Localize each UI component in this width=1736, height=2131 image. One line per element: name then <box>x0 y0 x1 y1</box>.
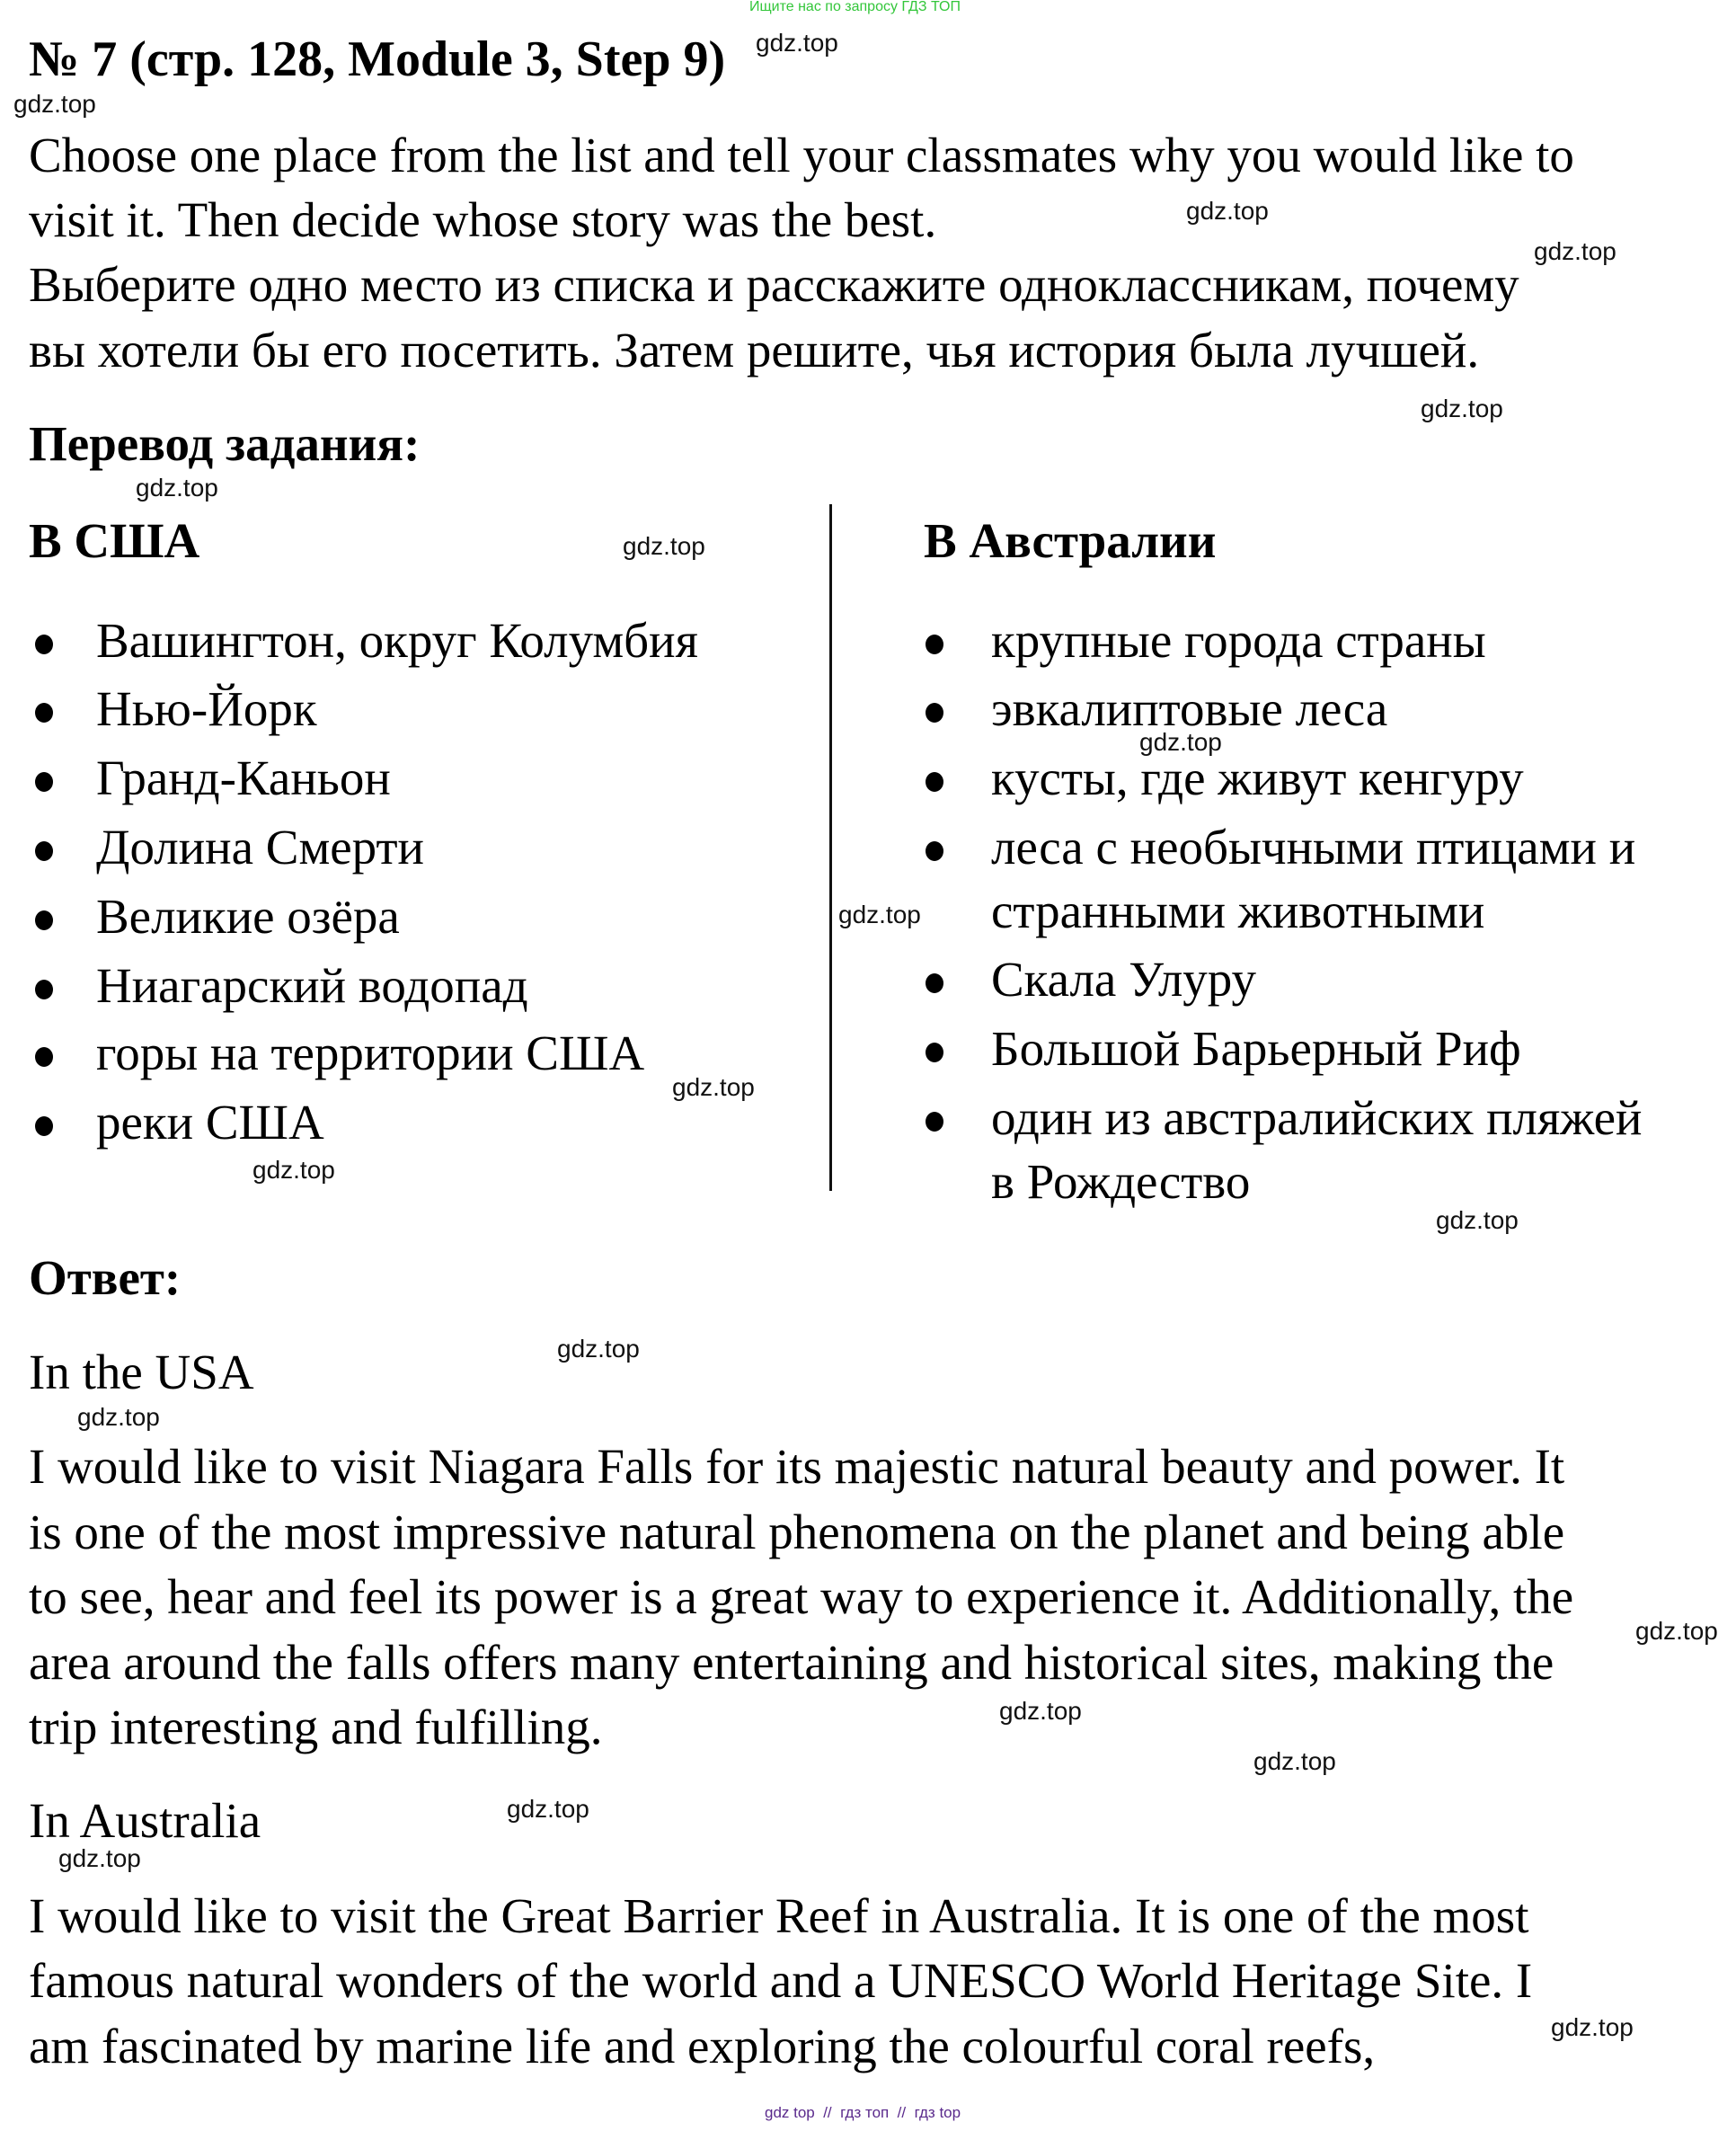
answer-line: I would like to visit the Great Barrier Reef in Australia. It is one of the most <box>29 1888 1529 1943</box>
task-line: вы хотели бы его посетить. Затем решите, чья история была лучшей. <box>29 323 1480 377</box>
bullet-icon <box>926 772 943 792</box>
watermark: gdz.top <box>623 532 705 560</box>
list-item-label: один из австралийских пляжей <box>991 1090 1643 1145</box>
list-item-label: Долина Смерти <box>96 820 424 875</box>
answer-line: area around the falls offers many entertaining and historical sites, making the <box>29 1635 1554 1690</box>
list-item-label: леса с необычными птицами и <box>991 820 1636 875</box>
bullet-icon <box>926 635 943 654</box>
list-item-label: реки США <box>96 1095 324 1150</box>
watermark: gdz.top <box>136 474 218 502</box>
bullet-icon <box>35 703 53 723</box>
column-divider <box>829 504 832 1191</box>
watermark: gdz.top <box>557 1335 640 1363</box>
watermark: gdz.top <box>1436 1206 1519 1234</box>
answer-australia-heading: In Australia <box>29 1793 261 1848</box>
watermark: gdz.top <box>77 1403 160 1431</box>
answer-line: am fascinated by marine life and exploring the colourful coral reefs, <box>29 2019 1376 2073</box>
usa-heading: В США <box>29 513 200 568</box>
watermark: gdz.top <box>1253 1747 1336 1775</box>
watermark: gdz.top <box>252 1156 335 1184</box>
bullet-icon <box>35 772 53 792</box>
answer-line: trip interesting and fulfilling. <box>29 1700 603 1754</box>
watermark: gdz.top <box>1551 2013 1634 2041</box>
answer-heading: Ответ: <box>29 1250 182 1305</box>
bullet-icon <box>926 703 943 723</box>
list-item-label: в Рождество <box>991 1154 1251 1209</box>
list-item-label: Вашингтон, округ Колумбия <box>96 613 698 668</box>
list-item-label: странными животными <box>991 883 1485 938</box>
page-title: № 7 (стр. 128, Module 3, Step 9) <box>29 31 726 87</box>
bullet-icon <box>926 1112 943 1132</box>
answer-line: famous natural wonders of the world and a UNESCO World Heritage Site. I <box>29 1953 1533 2008</box>
watermark: gdz.top <box>756 29 838 57</box>
watermark: gdz.top <box>1139 728 1222 756</box>
list-item-label: Нью-Йорк <box>96 681 317 736</box>
top-banner[interactable]: Ищите нас по запросу ГДЗ ТОП <box>749 0 961 14</box>
bullet-icon <box>35 841 53 861</box>
task-line: Выберите одно место из списка и расскажите одноклассникам, почему <box>29 257 1519 312</box>
watermark: gdz.top <box>999 1697 1082 1725</box>
bullet-icon <box>35 910 53 930</box>
watermark: gdz.top <box>1534 237 1616 265</box>
bullet-icon <box>926 1043 943 1062</box>
bullet-icon <box>35 635 53 654</box>
list-item-label: Большой Барьерный Риф <box>991 1021 1521 1076</box>
translation-heading: Перевод задания: <box>29 416 421 471</box>
australia-heading: В Австралии <box>924 513 1217 568</box>
watermark: gdz.top <box>58 1844 141 1872</box>
answer-usa-heading: In the USA <box>29 1345 254 1399</box>
footer-links[interactable]: gdz top // гдз топ // гдз top <box>765 2104 961 2121</box>
list-item-label: кусты, где живут кенгуру <box>991 750 1524 805</box>
bullet-icon <box>35 1047 53 1067</box>
watermark: gdz.top <box>1186 197 1269 225</box>
bullet-icon <box>926 973 943 993</box>
list-item-label: Ниагарский водопад <box>96 958 528 1013</box>
watermark: gdz.top <box>672 1073 755 1101</box>
answer-line: to see, hear and feel its power is a great way to experience it. Additionally, the <box>29 1569 1574 1624</box>
watermark: gdz.top <box>1635 1617 1718 1645</box>
list-item-label: Скала Улуру <box>991 952 1257 1007</box>
answer-line: is one of the most impressive natural phenomena on the planet and being able <box>29 1505 1565 1559</box>
list-item-label: эвкалиптовые леса <box>991 681 1388 736</box>
task-line: Choose one place from the list and tell your classmates why you would like to <box>29 128 1574 182</box>
list-item-label: Гранд-Каньон <box>96 750 391 805</box>
task-line: visit it. Then decide whose story was the best. <box>29 192 937 247</box>
watermark: gdz.top <box>1421 395 1503 422</box>
watermark: gdz.top <box>838 901 921 928</box>
bullet-icon <box>926 841 943 861</box>
bullet-icon <box>35 1116 53 1136</box>
watermark: gdz.top <box>13 90 96 118</box>
list-item-label: Великие озёра <box>96 889 400 944</box>
answer-line: I would like to visit Niagara Falls for its majestic natural beauty and power. It <box>29 1439 1565 1494</box>
bullet-icon <box>35 980 53 999</box>
list-item-label: горы на территории США <box>96 1026 645 1080</box>
list-item-label: крупные города страны <box>991 613 1486 668</box>
watermark: gdz.top <box>507 1795 589 1823</box>
